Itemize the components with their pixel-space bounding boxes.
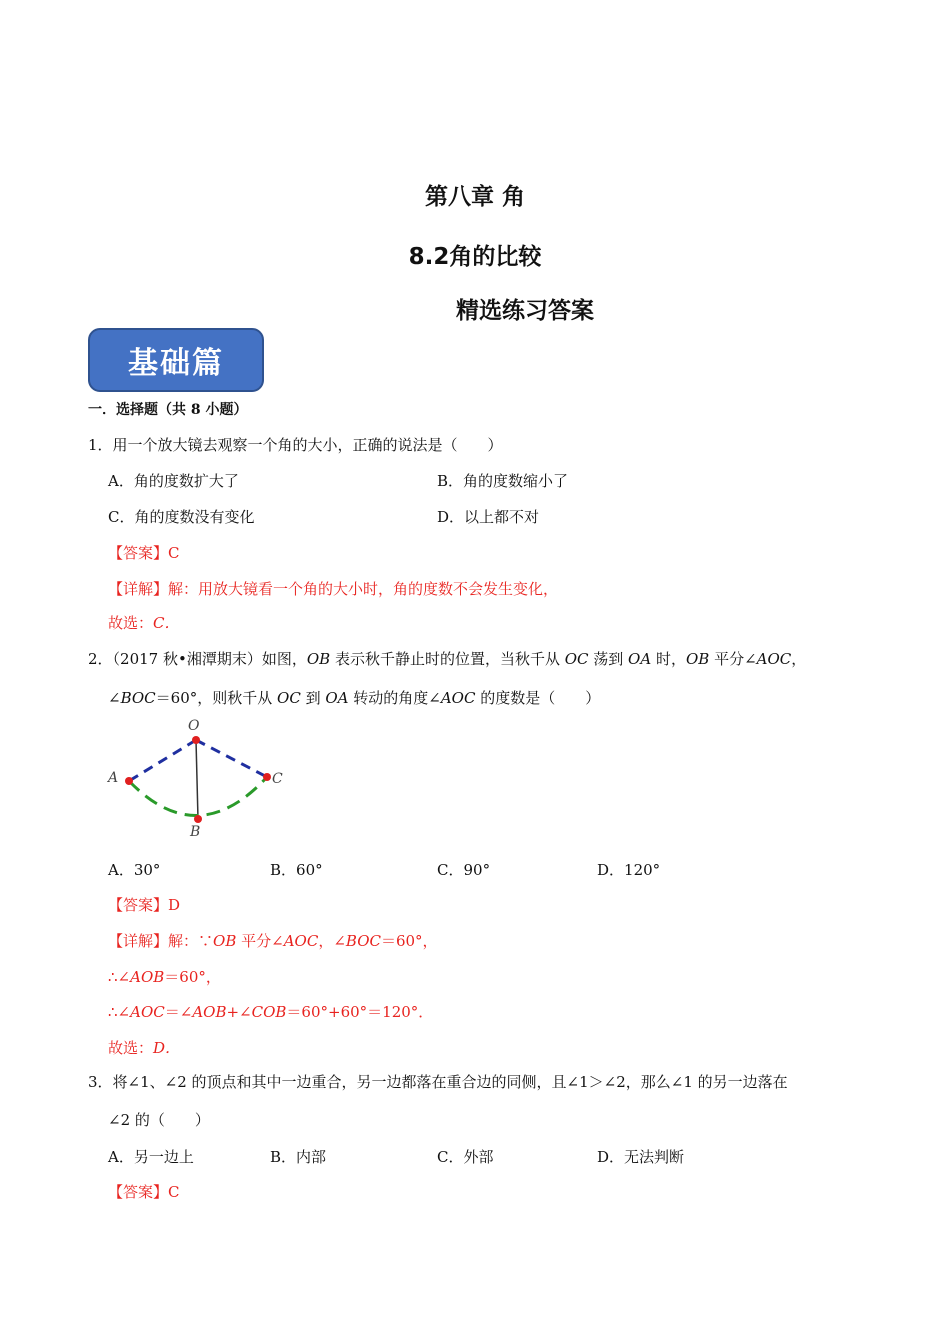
detail-text: ＝∠ [164,1003,193,1021]
detail-var: AOB [192,1003,227,1021]
q2-text: 2．（2017 秋•湘潭期末）如图， [88,650,307,668]
q2-var: OC [277,689,301,707]
segment-ob [196,740,198,819]
detail-var: COB [251,1003,287,1021]
label-o: O [188,718,200,734]
q2-var: OA [628,650,652,668]
q2-var: AOC [440,689,476,707]
q2-text: ， [791,650,807,668]
q1-detail [108,579,558,599]
q2-var: AOC [756,650,792,668]
q1-option-b: B．角的度数缩小了 [437,472,569,490]
answer-value: D [168,896,181,914]
answer-value: C [168,1183,180,1201]
q1-option-d: D．以上都不对 [437,508,540,526]
section-title: 8.2角的比较 [408,244,542,270]
q2-option-a: A．30° [108,861,161,879]
q3-option-c: C．外部 [437,1148,494,1166]
q3-option-d: D．无法判断 [597,1148,685,1166]
conclusion-prefix: 故选： [108,614,154,632]
point-a [125,777,133,785]
q2-var: OB [306,650,331,668]
detail-text: ∴∠ [108,1003,131,1021]
segment-oa [129,740,196,781]
q2-detail-line2 [108,967,221,987]
q3-answer [108,1182,180,1202]
detail-text: 解：∵ [168,932,214,950]
q2-stem-line2 [108,688,600,708]
subtitle: 精选练习答案 [456,298,594,324]
chapter-title: 第八章 角 [424,184,525,210]
q2-detail-line3 [108,1002,433,1022]
conclusion-value: D． [153,1039,181,1057]
part-heading: 一．选择题（共 8 小题） [88,402,248,418]
point-o [192,736,200,744]
q3-stem-line2: ∠2 的（ ） [108,1111,210,1129]
q2-text: ＝60°，则秋千从 [155,689,278,707]
basics-badge: 基础篇 [88,328,264,392]
detail-var: AOC [130,1003,165,1021]
q2-stem-line1 [88,649,806,669]
detail-var: OB [213,932,237,950]
answer-value: C [168,544,180,562]
answer-label: 【答案】 [108,544,169,562]
q2-text: 平分∠ [709,650,757,668]
answer-label: 【答案】 [108,896,169,914]
detail-label: 【详解】 [108,580,169,598]
label-c: C [272,771,283,787]
q2-var: BOC [120,689,156,707]
q1-answer [108,543,180,563]
swing-figure [100,712,300,842]
q2-option-c: C．90° [437,861,491,879]
detail-label: 【详解】 [108,932,169,950]
q3-option-b: B．内部 [270,1148,327,1166]
detail-text: 平分∠ [236,932,284,950]
conclusion-value: C． [153,614,180,632]
q2-text: 转动的角度∠ [348,689,441,707]
q1-conclusion [108,613,180,633]
conclusion-prefix: 故选： [108,1039,154,1057]
detail-text: ，∠ [318,932,346,950]
label-a: A [108,770,119,786]
q3-option-a: A．另一边上 [108,1148,194,1166]
q2-var: OB [685,650,710,668]
q2-text: 到 [300,689,326,707]
detail-text: ∴∠ [108,968,131,986]
point-c [263,773,271,781]
label-b: B [190,824,201,840]
answer-label: 【答案】 [108,1183,169,1201]
detail-var: BOC [345,932,381,950]
q1-option-c: C．角的度数没有变化 [108,508,255,526]
q2-text: ∠ [108,689,121,707]
detail-var: AOB [130,968,165,986]
q2-var: OC [564,650,589,668]
q2-text: 时， [651,650,686,668]
q2-option-d: D．120° [597,861,661,879]
point-b [194,815,202,823]
detail-text: ＝60°， [380,932,438,950]
q2-conclusion [108,1038,180,1058]
q2-text: 的度数是（ ） [475,689,601,707]
detail-var: AOC [283,932,319,950]
q2-text: 表示秋千静止时的位置，当秋千从 [330,650,565,668]
q2-var: OA [325,689,349,707]
q2-text: 荡到 [588,650,629,668]
q2-answer [108,895,180,915]
detail-text: ＝60°+60°＝120°． [286,1003,434,1021]
q1-option-a: A．角的度数扩大了 [108,472,239,490]
q2-option-b: B．60° [270,861,323,879]
q1-stem: 1．用一个放大镜去观察一个角的大小，正确的说法是（ ） [88,436,503,454]
q3-stem-line1: 3．将∠1、∠2 的顶点和其中一边重合，另一边都落在重合边的同侧，且∠1＞∠2，那么∠1 的另一边落在 [88,1073,788,1091]
detail-text: 解：用放大镜看一个角的大小时，角的度数不会发生变化， [168,580,559,598]
detail-text: +∠ [226,1003,252,1021]
detail-text: ＝60°， [164,968,221,986]
q2-detail-line1 [108,931,438,951]
segment-oc [196,740,267,777]
